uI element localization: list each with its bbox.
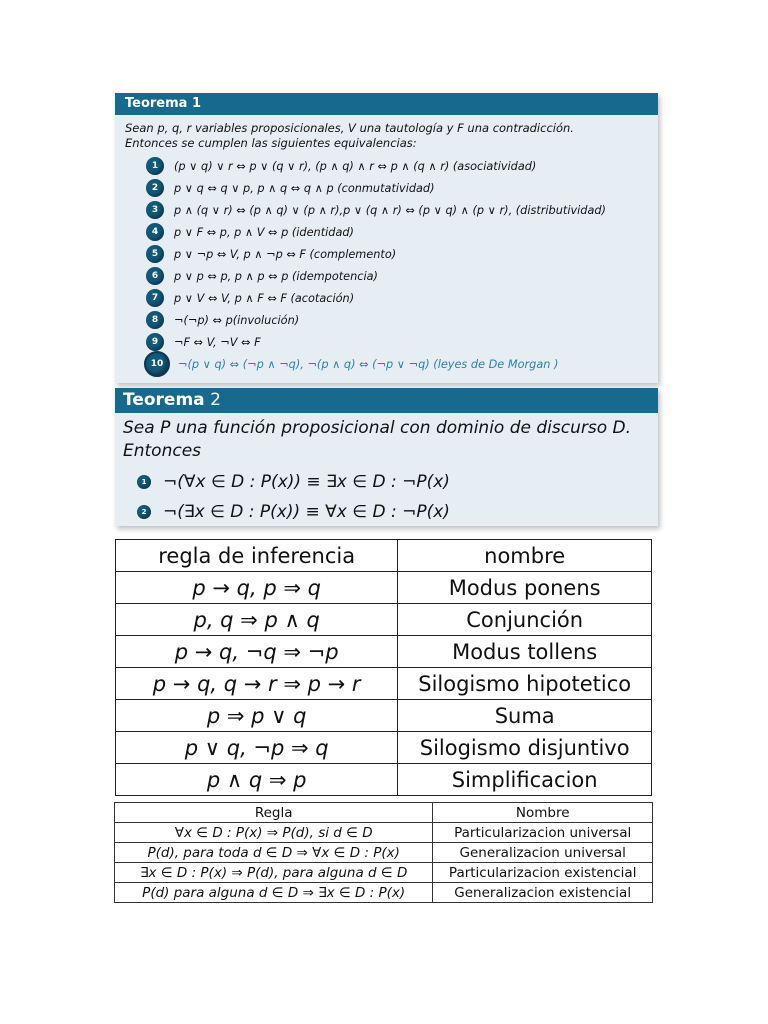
rule-cell: ∃x ∈ D : P(x) ⇒ P(d), para alguna d ∈ D xyxy=(115,863,433,883)
rule-cell: P(d), para toda d ∈ D ⇒ ∀x ∈ D : P(x) xyxy=(115,843,433,863)
equivalence-text: p ∨ F ⇔ p, p ∧ V ⇔ p (identidad) xyxy=(174,225,354,239)
number-bullet-icon: 1 xyxy=(146,157,164,175)
name-cell: Conjunción xyxy=(398,604,652,636)
table-row xyxy=(116,604,652,636)
column-header-rule: regla de inferencia xyxy=(116,540,398,572)
rule-cell: p → q, q → r ⇒ p → r xyxy=(116,668,398,700)
table-row xyxy=(116,700,652,732)
name-cell: Modus tollens xyxy=(398,636,652,668)
number-bullet-icon: 1 xyxy=(137,475,151,489)
equivalence-text: p ∨ q ⇔ q ∨ p, p ∧ q ⇔ q ∧ p (conmutatividad) xyxy=(174,181,435,195)
table-row xyxy=(115,883,653,903)
number-bullet-icon: 2 xyxy=(146,179,164,197)
rule-cell: p ⇒ p ∨ q xyxy=(116,700,398,732)
equivalence-item xyxy=(146,155,658,177)
table-header-row xyxy=(115,803,653,823)
equivalence-item xyxy=(146,243,658,265)
intro-line-1: Sean p, q, r variables proposicionales, V una tautología y F una contradicción. xyxy=(125,121,574,135)
name-cell: Generalizacion universal xyxy=(433,843,653,863)
equivalence-list xyxy=(115,155,658,375)
equivalence-text: p ∨ ¬p ⇔ V, p ∧ ¬p ⇔ F (complemento) xyxy=(174,247,397,261)
equivalence-item xyxy=(146,265,658,287)
equivalence-text: p ∨ p ⇔ p, p ∧ p ⇔ p (idempotencia) xyxy=(174,269,378,283)
theorem-2-box xyxy=(115,388,658,526)
rule-cell: p → q, ¬q ⇒ ¬p xyxy=(116,636,398,668)
rule-cell: ∀x ∈ D : P(x) ⇒ P(d), si d ∈ D xyxy=(115,823,433,843)
name-cell: Modus ponens xyxy=(398,572,652,604)
theorem-1-intro xyxy=(115,115,658,151)
name-cell: Particularizacion existencial xyxy=(433,863,653,883)
table-row xyxy=(115,843,653,863)
equivalence-text: ¬(p ∨ q) ⇔ (¬p ∧ ¬q), ¬(p ∧ q) ⇔ (¬p ∨ ¬q) (leyes de De Morgan ) xyxy=(178,357,559,371)
name-cell: Generalizacion existencial xyxy=(433,883,653,903)
theorem-1-title: Teorema 1 xyxy=(115,93,658,115)
table-row xyxy=(115,863,653,883)
number-bullet-icon: 7 xyxy=(146,289,164,307)
equivalence-item xyxy=(146,331,658,353)
table-row xyxy=(115,823,653,843)
inference-rules-table xyxy=(115,539,652,796)
table-row xyxy=(116,764,652,796)
theorem-2-title-word: Teorema xyxy=(123,390,205,410)
equivalence-text: ¬F ⇔ V, ¬V ⇔ F xyxy=(174,335,261,349)
table-row xyxy=(116,668,652,700)
theorem-2-title xyxy=(115,388,658,413)
equivalence-item-highlighted xyxy=(146,353,658,375)
equivalence-item xyxy=(146,221,658,243)
number-bullet-icon: 8 xyxy=(146,311,164,329)
quantifier-negation-list xyxy=(115,467,658,527)
number-bullet-icon: 9 xyxy=(146,333,164,351)
equivalence-item xyxy=(146,177,658,199)
rule-cell: p ∧ q ⇒ p xyxy=(116,764,398,796)
table-header-row xyxy=(116,540,652,572)
number-bullet-icon: 4 xyxy=(146,223,164,241)
negation-text: ¬(∀x ∈ D : P(x)) ≡ ∃x ∈ D : ¬P(x) xyxy=(163,472,450,492)
equivalence-text: (p ∨ q) ∨ r ⇔ p ∨ (q ∨ r), (p ∧ q) ∧ r ⇔ p ∧ (q ∧ r) (asociatividad) xyxy=(174,159,537,173)
name-cell: Particularizacion universal xyxy=(433,823,653,843)
negation-item xyxy=(137,497,658,527)
equivalence-text: p ∧ (q ∨ r) ⇔ (p ∧ q) ∨ (p ∧ r),p ∨ (q ∧ r) ⇔ (p ∨ q) ∧ (p ∨ r), (distributividad) xyxy=(174,203,606,217)
rule-cell: p → q, p ⇒ q xyxy=(116,572,398,604)
table-row xyxy=(116,732,652,764)
equivalence-item xyxy=(146,309,658,331)
number-bullet-icon: 3 xyxy=(146,201,164,219)
name-cell: Silogismo disjuntivo xyxy=(398,732,652,764)
equivalence-item xyxy=(146,287,658,309)
column-header-name: Nombre xyxy=(433,803,653,823)
equivalence-text: p ∨ V ⇔ V, p ∧ F ⇔ F (acotación) xyxy=(174,291,355,305)
rule-cell: p ∨ q, ¬p ⇒ q xyxy=(116,732,398,764)
negation-item xyxy=(137,467,658,497)
table-row xyxy=(116,572,652,604)
theorem-1-box xyxy=(115,93,658,383)
table-row xyxy=(116,636,652,668)
quantifier-rules-table xyxy=(114,802,653,903)
negation-text: ¬(∃x ∈ D : P(x)) ≡ ∀x ∈ D : ¬P(x) xyxy=(163,502,450,522)
rule-cell: p, q ⇒ p ∧ q xyxy=(116,604,398,636)
rule-cell: P(d) para alguna d ∈ D ⇒ ∃x ∈ D : P(x) xyxy=(115,883,433,903)
name-cell: Suma xyxy=(398,700,652,732)
number-bullet-icon: 5 xyxy=(146,245,164,263)
number-bullet-icon: 10 xyxy=(144,351,170,377)
theorem-2-title-number: 2 xyxy=(210,390,221,410)
name-cell: Simplificacion xyxy=(398,764,652,796)
number-bullet-icon: 2 xyxy=(137,505,151,519)
number-bullet-icon: 6 xyxy=(146,267,164,285)
name-cell: Silogismo hipotetico xyxy=(398,668,652,700)
theorem-2-intro: Sea P una función proposicional con dominio de discurso D. Entonces xyxy=(123,418,632,461)
equivalence-item xyxy=(146,199,658,221)
equivalence-text: ¬(¬p) ⇔ p(involución) xyxy=(174,313,300,327)
intro-line-2: Entonces se cumplen las siguientes equivalencias: xyxy=(125,136,417,150)
column-header-rule: Regla xyxy=(115,803,433,823)
column-header-name: nombre xyxy=(398,540,652,572)
